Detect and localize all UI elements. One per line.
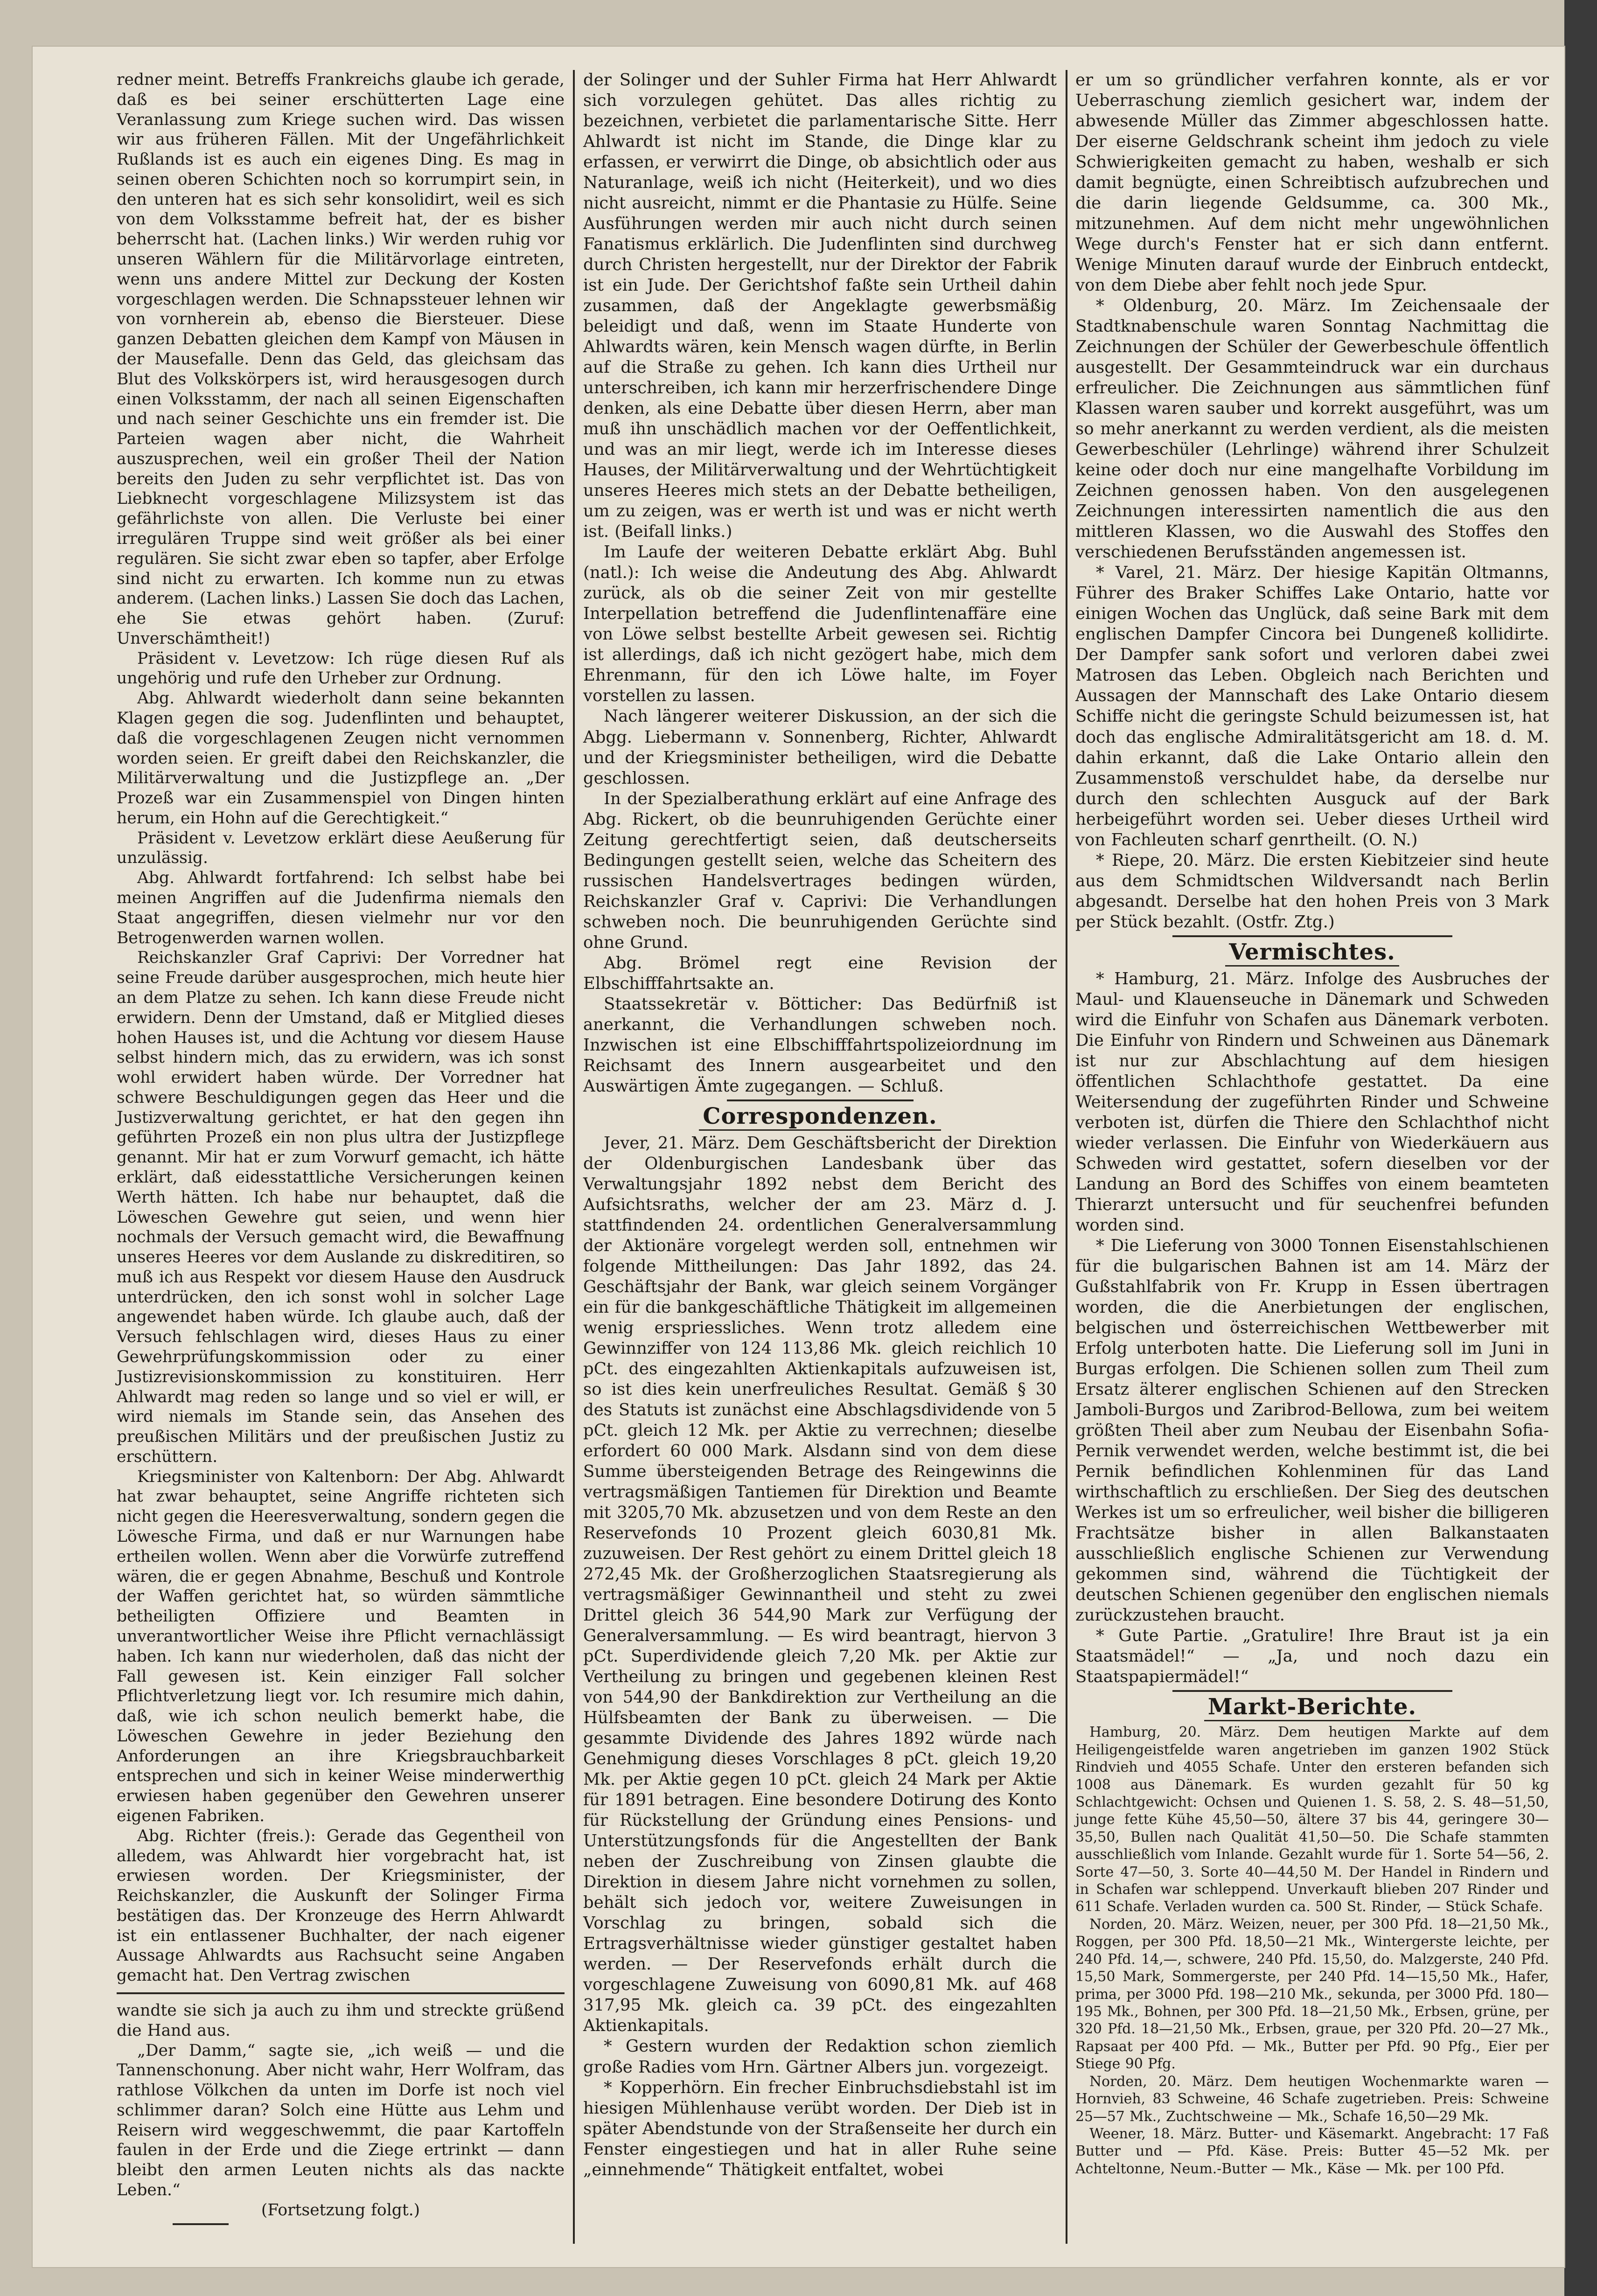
- continuation-note: (Fortsetzung folgt.): [261, 2200, 420, 2219]
- market-reports-heading: Markt-Berichte.: [1204, 1694, 1420, 1721]
- market-item: Norden, 20. März. Dem heutigen Wochenmarkte waren — Hornvieh, 83 Schweine, 46 Schafe zugetrieben. Preis: Schweine 25—57 Mk., Zuchtschweine — Mk., Schafe 16,50—29 Mk.: [1075, 2073, 1549, 2125]
- market-item: Norden, 20. März. Weizen, neuer, per 300 Pfd. 18—21,50 Mk., Roggen, per 300 Pfd. 18,50—21 Mk., Wintergerste leichte, per 240 Pfd. 14,—, schwere, 240 Pfd. 15,50, do. Malzgerste, 240 Pfd. 15,50 Mark, Sommergerste, per 240 Pfd. 14—15,50 Mk., Hafer, prima, per 3000 Pfd. 198—210 Mk., sekunda, per 3000 Pfd. 180—195 Mk., Bohnen, per 300 Pfd. 18—21,50 Mk., Erbsen, grüne, per 320 Pfd. 18—21,50 Mk., Erbsen, graue, per 320 Pfd. 20—27 Mk., Rapsaat per 400 Pfd. — Mk., Butter per Pfd. 90 Pfg., Eier per Stiege 90 Pfg.: [1075, 1916, 1549, 2073]
- article-text: * Riepe, 20. März. Die ersten Kiebitzeier sind heute aus dem Schmidtschen Wildversandt nach Berlin abgesandt. Derselbe hat den hohen Preis von 3 Mark per Stück bezahlt. (Ostfr. Ztg.): [1075, 850, 1549, 932]
- article-text: Präsident v. Levetzow erklärt diese Aeußerung für unzulässig.: [117, 828, 565, 868]
- section-rule: [727, 1099, 914, 1101]
- miscellaneous-heading: Vermischtes.: [1225, 939, 1399, 967]
- article-text: Nach längerer weiterer Diskussion, an der sich die Abgg. Liebermann v. Sonnenberg, Richter, Ahlwardt und der Kriegsminister betheiligen, wird die Debatte geschlossen.: [583, 707, 1057, 788]
- article-text: Kriegsminister von Kaltenborn: Der Abg. Ahlwardt hat zwar behauptet, seine Angriffe richteten sich nicht gegen die Heeresverwaltung, sondern gegen die Löwesche Firma, und daß er nur Warnungen habe ertheilen wollen. Wenn aber die Vorwürfe zutreffend wären, die er gegen Abnahme, Beschuß und Kontrole der Waffen gerichtet hat, so würden sämmtliche betheiligten Offiziere und Beamten in unverantwortlicher Weise ihre Pflicht vernachlässigt haben. Ich kann nur wiederholen, daß das nicht der Fall gewesen ist. Kein einziger Fall solcher Pflichtverletzung liegt vor. Ich resumire mich dahin, daß, wie ich schon neulich bemerkt habe, die Löweschen Gewehre in jeder Beziehung den Anforderungen an ihre Kriegsbrauchbarkeit entsprechen und sich in keiner Weise minderwerthig erwiesen haben gegenüber den Gewehren unserer eigenen Fabriken.: [117, 1467, 565, 1825]
- correspondence-item: * Gestern wurden der Redaktion schon ziemlich große Radies vom Hrn. Gärtner Albers jun. vorgezeigt.: [583, 2037, 1057, 2077]
- section-heading: [583, 1103, 1057, 1129]
- misc-item: * Gute Partie. „Gratulire! Ihre Braut ist ja ein Staatsmädel!“ — „Ja, und noch dazu ein Staatspapiermädel!“: [1075, 1626, 1549, 1687]
- scan-edge: [1564, 0, 1597, 2296]
- section-rule: [1172, 935, 1452, 937]
- column-rule-2: [1066, 70, 1067, 2244]
- article-text: * Varel, 21. März. Der hiesige Kapitän Oltmanns, Führer des Braker Schiffes Lake Ontario, hatte vor einigen Wochen das Unglück, daß seine Bark mit dem englischen Dampfer Cincora bei Dungeneß kollidirte. Der Dampfer sank sofort und verloren dabei zwei Matrosen das Leben. Obgleich nach Berichten und Aussagen der Mannschaft des Lake Ontario diesem Schiffe nicht die geringste Schuld beizumessen ist, hat doch das englische Admiralitätsgericht am 18. d. M. dahin erkannt, daß die Lake Ontario allein den Zusammenstoß verschuldet habe, da derselbe nur durch den schlechten Ausguck auf der Bark herbeigeführt worden sei. Ueber dieses Urtheil wird von Fachleuten scharf genrtheilt. (O. N.): [1075, 563, 1549, 849]
- article-text: * Oldenburg, 20. März. Im Zeichensaale der Stadtknabenschule waren Sonntag Nachmittag die Zeichnungen der Schüler der Gewerbeschule öffentlich ausgestellt. Der Gesammteindruck war ein durchaus erfreulicher. Die Zeichnungen aus sämmtlichen fünf Klassen waren sauber und korrekt ausgeführt, was um so mehr anerkannt zu werden verdient, als die meisten Gewerbeschüler (Lehrlinge) während ihrer Schulzeit keine oder doch nur eine mangelhafte Vorbildung im Zeichnen genossen haben. Von den ausgelegenen Zeichnungen interessirten namentlich die aus den mittleren Klassen, wo die Auswahl des Stoffes den verschiedenen Berufsständen angemessen ist.: [1075, 296, 1549, 562]
- feuilleton-text: „Der Damm,“ sagte sie, „ich weiß — und die Tannenschonung. Aber nicht wahr, Herr Wolfram, das rathlose Völkchen da unten im Dorfe ist noch viel schlimmer daran? Solch eine Hütte aus Lehm und Reisern wird weggeschwemmt, die paar Kartoffeln faulen in der Erde und die Ziege ertrinkt — dann bleibt den armen Leuten nichts als das nackte Leben.“: [117, 2041, 565, 2200]
- feuilleton-text: wandte sie sich ja auch zu ihm und streckte grüßend die Hand aus.: [117, 2001, 565, 2040]
- section-heading: [1075, 1694, 1549, 1720]
- article-text: Präsident v. Levetzow: Ich rüge diesen Ruf als ungehörig und rufe den Urheber zur Ordnung.: [117, 649, 565, 688]
- market-item: Hamburg, 20. März. Dem heutigen Markte auf dem Heiligengeistfelde waren angetrieben im ganzen 1902 Stück Rindvieh und 4055 Schafe. Unter den ersteren befanden sich 1008 aus Dänemark. Es wurden gezahlt für 50 kg Schlachtgewicht: Ochsen und Quienen 1. S. 58, 2. S. 48—51,50, junge fette Kühe 45,50—50, ältere 37 bis 44, geringere 30—35,50, Bullen nach Qualität 41,50—50. Die Schafe stammten ausschließlich vom Inlande. Gezahlt wurde für 1. Sorte 54—56, 2. Sorte 47—50, 3. Sorte 40—44,50 M. Der Handel in Rindern und in Schafen war schleppend. Unverkauft blieben 207 Rinder und 611 Schafe. Verladen wurden ca. 500 St. Rinder, — Stück Schafe.: [1075, 1724, 1549, 1915]
- market-item: Weener, 18. März. Butter- und Käsemarkt. Angebracht: 17 Faß Butter und — Pfd. Käse. Preis: Butter 45—52 Mk. per Achteltonne, Neum.-Butter — Mk., Käse — Mk. per 100 Pfd.: [1075, 2125, 1549, 2177]
- article-text: In der Spezialberathung erklärt auf eine Anfrage des Abg. Rickert, ob die beunruhigenden Gerüchte einer Zeitung gerechtfertigt seien, daß deutscherseits Bedingungen gestellt seien, welche das Scheitern des russischen Handelsvertrages bedingen würden, Reichskanzler Graf v. Caprivi: Die Verhandlungen schweben noch. Die beunruhigenden Gerüchte sind ohne Grund.: [583, 789, 1057, 952]
- section-rule: [1172, 1690, 1452, 1692]
- section-heading: [1075, 939, 1549, 965]
- correspondence-item: * Kopperhörn. Ein frecher Einbruchsdiebstahl ist im hiesigen Mühlenhause verübt worden. Der Dieb ist in später Abendstunde von der Straßenseite her durch ein Fenster eingestiegen und hat in aller Ruhe seine „einnehmende“ Thätigkeit entfaltet, wobei: [583, 2078, 1057, 2179]
- misc-item: * Hamburg, 21. März. Infolge des Ausbruches der Maul- und Klauenseuche in Dänemark und Schweden wird die Einfuhr von Schafen aus Dänemark verboten. Die Einfuhr von Rindern und Schweinen aus Dänemark ist nur zur Abschlachtung auf dem hiesigen öffentlichen Schlachthofe gestattet. Da eine Weitersendung der zugeführten Rinder und Schweine verboten ist, dürfen die Thiere den Schlachthof nicht wieder verlassen. Die Einfuhr von Wiederkäuern aus Schweden wird gestattet, sofern dieselben vor der Landung an Bord des Schiffes von einem beamteten Thierarzt untersucht und für seuchenfrei befunden worden sind.: [1075, 969, 1549, 1235]
- misc-item: * Die Lieferung von 3000 Tonnen Eisenstahlschienen für die bulgarischen Bahnen ist am 14. März der Gußstahlfabrik von Fr. Krupp in Essen übertragen worden, die die Anerbietungen der englischen, belgischen und österreichischen Wettbewerber mit Erfolg unterboten hatte. Die Lieferung soll im Juni in Burgas erfolgen. Die Schienen sollen zum Theil zum Ersatz älterer englischen Schienen auf den Strecken Jamboli-Burgos und Zaribrod-Bellowa, zum bei weitem größten Theil aber zum Neubau der Eisenbahn Sofia-Pernik verwendet werden, welche bestimmt ist, die bei Pernik befindlichen Kohlenminen für das Land wirthschaftlich zu erschließen. Der Sieg des deutschen Werkes ist um so erfreulicher, weil bisher die billigeren Frachtsätze bisher in allen Balkanstaaten ausschließlich englische Schienen zur Verwendung gekommen sind, während die Tüchtigkeit der deutschen Schienen gegenüber den englischen niemals zurückzustehen braucht.: [1075, 1236, 1549, 1625]
- column-1: [117, 70, 565, 2225]
- end-rule: [173, 2223, 229, 2225]
- column-3: [1075, 70, 1549, 2178]
- correspondence-item: Jever, 21. März. Dem Geschäftsbericht der Direktion der Oldenburgischen Landesbank über das Verwaltungsjahr 1892 nebst dem Bericht des Aufsichtsraths, welcher der am 23. März d. J. stattfindenden 24. ordentlichen Generalversammlung der Aktionäre vorgelegt werden soll, entnehmen wir folgende Mittheilungen: Das Jahr 1892, das 24. Geschäftsjahr der Bank, war gleich seinem Vorgänger ein für die bankgeschäftliche Thätigkeit im allgemeinen wenig erspriessliches. Wenn trotz alledem eine Gewinnziffer von 124 113,86 Mk. gleich reichlich 10 pCt. des eingezahlten Aktienkapitals aufzuweisen ist, so ist dies kein unerfreuliches Resultat. Gemäß § 30 des Statuts ist zunächst eine Abschlagsdividende von 5 pCt. gleich 12 Mk. per Aktie zu verrechnen; dieselbe erfordert 60 000 Mark. Alsdann sind von dem diese Summe übersteigenden Betrage des Reingewinns die vertragsmäßigen Tantiemen für Direktion und Beamte mit 3205,70 Mk. abzusetzen und von dem Reste an den Reservefonds 10 Prozent gleich 6030,81 Mk. zuzuweisen. Der Rest gehört zu einem Drittel gleich 18 272,45 Mk. der Großherzoglichen Staatsregierung als vertragsmäßiger Gewinnantheil und steht zu zwei Drittel gleich 36 544,90 Mark zur Verfügung der Generalversammlung. — Es wird beantragt, hiervon 3 pCt. Superdividende gleich 7,20 Mk. per Aktie zur Vertheilung zu bringen und gegebenen kleinen Rest von 544,90 der Bankdirektion zur Vertheilung an die Hülfsbeamten der Bank zu überweisen. — Die gesammte Dividende des Jahres 1892 würde nach Genehmigung dieses Vorschlages 8 pCt. gleich 19,20 Mk. per Aktie gegen 10 pCt. gleich 24 Mark per Aktie für 1891 betragen. Eine besondere Dotirung des Konto für Rückstellung der Gründung eines Pensions- und Unterstützungsfonds für die Angestellten der Bank neben der Zuschreibung von Zinsen glaubte die Direktion in diesem Jahre nicht vornehmen zu sollen, behält sich jedoch vor, weitere Zuweisungen in Vorschlag zu bringen, sobald sich die Ertragsverhältnisse wieder günstiger gestaltet haben werden. — Der Reservefonds erhält durch die vorgeschlagene Zuweisung von 6090,81 Mk. auf 468 317,95 Mk. gleich ca. 39 pCt. des eingezahlten Aktienkapitals.: [583, 1133, 1057, 2036]
- article-text: Reichskanzler Graf Caprivi: Der Vorredner hat seine Freude darüber ausgesprochen, mich heute hier an dem Platze zu sehen. Ich kann diese Freude nicht erwidern. Denn der Umstand, daß er Mitglied dieses hohen Hauses ist, und die Achtung vor diesem Hause selbst hindern mich, das zu erwidern, was ich sonst wohl erwidert haben würde. Der Vorredner hat schwere Beschuldigungen gegen das Heer und die Justizverwaltung gerichtet, er hat den gegen ihn geführten Prozeß ein non plus ultra der Justizpflege genannt. Mir hat er zum Vorwurf gemacht, ich hätte erklärt, daß eidesstattliche Versicherungen keinen Werth hätten. Ich habe nur behauptet, daß die Löweschen Gewehre gut seien, und wenn hier nochmals der Versuch gemacht wird, die Bewaffnung unseres Heeres vor dem Auslande zu diskreditiren, so muß ich aus Respekt vor diesem Hause den Ausdruck unterdrücken, den ich sonst wohl in solcher Lage angewendet haben würde. Ich glaube auch, daß der Versuch fehlschlagen wird, dieses Haus zu einer Gewehrprüfungskommission oder zu einer Justizrevisionskommission zu konstituiren. Herr Ahlwardt mag reden so lange und so viel er will, er wird niemals im Stande sein, das Ansehen des preußischen Militärs und der preußischen Justiz zu erschüttern.: [117, 948, 565, 1466]
- article-text: Abg. Brömel regt eine Revision der Elbschifffahrtsakte an.: [583, 953, 1057, 993]
- article-text: redner meint. Betreffs Frankreichs glaube ich gerade, daß es bei seiner erschütterten Lage eine Veranlassung zum Kriege suchen wird. Das wissen wir aus früheren Fällen. Mit der Ungefährlichkeit Rußlands ist es auch ein eigenes Ding. Es mag in seinen oberen Schichten noch so korrumpirt sein, in den unteren hat es sich sehr konsolidirt, weil es sich von dem Volksstamme befreit hat, der es bisher beherrscht hat. (Lachen links.) Wir werden ruhig vor unseren Wählern für die Militärvorlage eintreten, wenn uns andere Mittel zur Deckung der Kosten vorgeschlagen werden. Die Schnapssteuer lehnen wir von vornherein ab, ebenso die Biersteuer. Diese ganzen Debatten gleichen dem Kampf von Mäusen in der Mausefalle. Denn das Geld, das gleichsam das Blut des Volkskörpers ist, wird herausgesogen durch einen Volksstamm, der nach all seinen Eigenschaften und nach seiner Geschichte uns ein fremder ist. Die Parteien wagen aber nicht, die Wahrheit auszusprechen, weil ein großer Theil der Nation bereits den Juden zu sehr verpflichtet ist. Das von Liebknecht vorgeschlagene Milizsystem ist das gefährlichste von allen. Die Verluste bei einer irregulären Truppe sind weit größer als bei einer regulären. Sie sicht zwar eben so tapfer, aber Erfolge sind nicht zu erwarten. Ich komme nun zu etwas anderem. (Lachen links.) Lassen Sie doch das Lachen, ehe Sie etwas gehört haben. (Zuruf: Unverschämtheit!): [117, 70, 565, 648]
- article-text: Abg. Ahlwardt fortfahrend: Ich selbst habe bei meinen Angriffen auf die Judenfirma niemals den Staat angegriffen, diesen vielmehr nur vor den Betrogenwerden warnen wollen.: [117, 869, 565, 947]
- market-reports: [1075, 1724, 1549, 2178]
- column-rule-1: [573, 70, 575, 2244]
- article-text: er um so gründlicher verfahren konnte, als er vor Ueberraschung ziemlich gesichert war, indem der abwesende Müller das Zimmer abgeschlossen hatte. Der eiserne Geldschrank scheint ihm jedoch zu viele Schwierigkeiten gemacht zu haben, weshalb er sich damit begnügte, einen Schreibtisch aufzubrechen und die darin liegende Geldsumme, ca. 300 Mk., mitzunehmen. Auf dem nicht mehr ungewöhnlichen Wege durch's Fenster hat er sich dann entfernt. Wenige Minuten darauf wurde der Einbruch entdeckt, von dem Diebe aber fehlt noch jede Spur.: [1075, 70, 1549, 295]
- column-2: [583, 70, 1057, 2180]
- article-text: der Solinger und der Suhler Firma hat Herr Ahlwardt sich vorzulegen gehütet. Das alles richtig zu bezeichnen, verbietet die parlamentarische Sitte. Herr Ahlwardt ist nicht im Stande, die Dinge klar zu erfassen, er verwirrt die Dinge, ob absichtlich oder aus Naturanlage, weiß ich nicht (Heiterkeit), und wo dies nicht ausreicht, nimmt er die Phantasie zu Hülfe. Seine Ausführungen werden mir auch nicht durch seinen Fanatismus erklärlich. Die Judenflinten sind durchweg durch Christen hergestellt, nur der Direktor der Fabrik ist ein Jude. Der Gerichtshof faßte sein Urtheil dahin zusammen, daß der Angeklagte gewerbsmäßig beleidigt und daß, wenn im Staate Hunderte von Ahlwardts wären, kein Mensch wagen dürfte, in Berlin auf die Straße zu gehen. Ich kann dies Urtheil nur unterschreiben, ich kann mir herzerfrischendere Dinge denken, als eine Debatte über diesen Herrn, aber man muß ihn unschädlich machen vor der Oeffentlichkeit, und was an mir liegt, werde ich im Interesse dieses Hauses, der Militärverwaltung und der Wehrtüchtigkeit unseres Heeres mich stets an der Debatte betheiligen, um zu zeigen, was er werth ist und was er nicht werth ist. (Beifall links.): [583, 70, 1057, 542]
- article-text: Staatssekretär v. Bötticher: Das Bedürfniß ist anerkannt, die Verhandlungen schweben noch. Inzwischen ist eine Elbschifffahrtspolizeiordnung im Reichsamt des Innern ausgearbeitet und den Auswärtigen Ämte zugegangen. — Schluß.: [583, 994, 1057, 1096]
- correspondence-heading: Correspondenzen.: [699, 1103, 941, 1131]
- article-text: Abg. Richter (freis.): Gerade das Gegentheil von alledem, was Ahlwardt hier vorgebracht hat, ist erwiesen worden. Der Kriegsminister, der Reichskanzler, die Auskunft der Solinger Firma bestätigen das. Der Kronzeuge des Herrn Ahlwardt ist ein entlassener Buchhalter, der nach eigener Aussage Ahlwardts aus Rachsucht seine Angaben gemacht hat. Den Vertrag zwischen: [117, 1826, 565, 1985]
- article-text: Abg. Ahlwardt wiederholt dann seine bekannten Klagen gegen die sog. Judenflinten und behauptet, daß die vorgeschlagenen Zeugen nicht vernommen worden seien. Er greift dabei den Reichskanzler, die Militärverwaltung und die Justizpflege an. „Der Prozeß war ein Zusammenspiel von Dingen hinten herum, ein Hohn auf die Gerechtigkeit.“: [117, 689, 565, 828]
- article-text: Im Laufe der weiteren Debatte erklärt Abg. Buhl (natl.): Ich weise die Andeutung des Abg. Ahlwardt zurück, als ob die seiner Zeit von mir gestellte Interpellation betreffend die Judenflintenaffäre eine von Löwe selbst bestellte Arbeit gewesen sei. Richtig ist allerdings, daß ich nicht gezögert habe, mich dem Ehrenmann, für den ich Löwe halte, im Foyer vorstellen zu lassen.: [583, 543, 1057, 706]
- feuilleton-divider: [117, 1992, 565, 1994]
